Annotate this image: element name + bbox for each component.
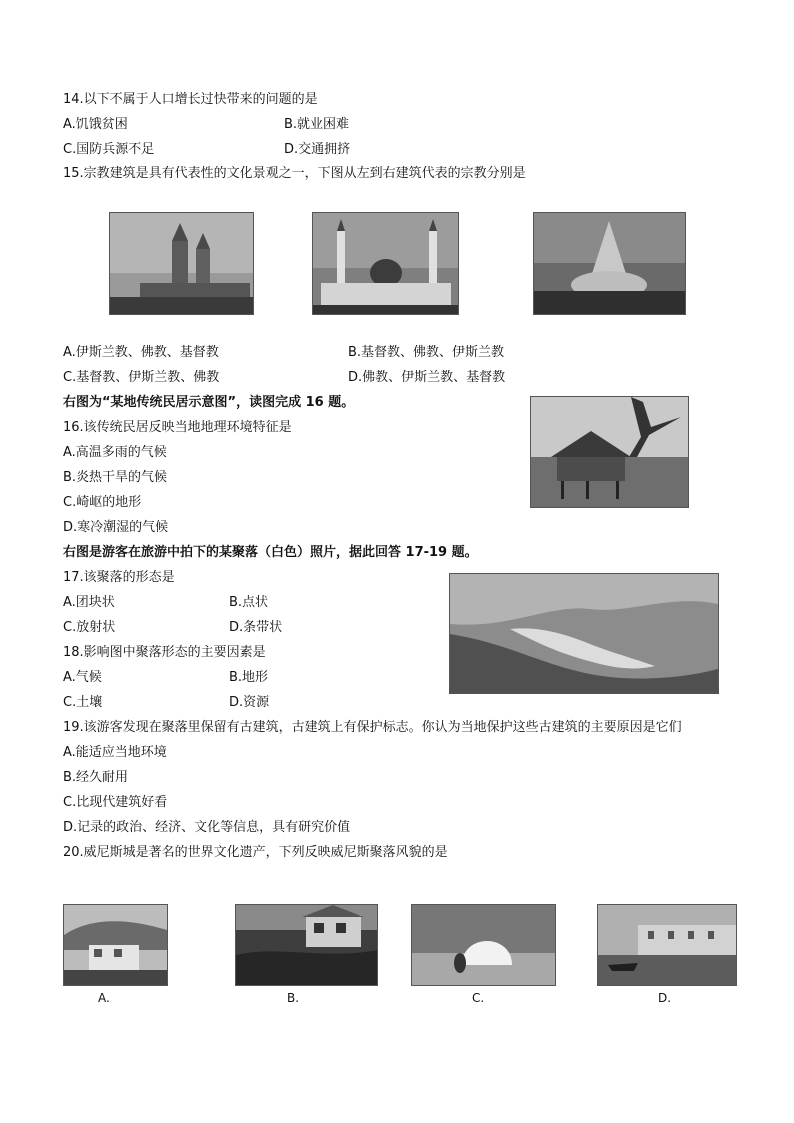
q19-option-a: A.能适应当地环境	[63, 745, 167, 760]
q14-option-d: D.交通拥挤	[284, 142, 351, 157]
q18-option-b: B.地形	[229, 670, 269, 685]
q16-option-a: A.高温多雨的气候	[63, 445, 167, 460]
q16-intro: 右图为“某地传统民居示意图”，读图完成 16 题。	[63, 395, 355, 410]
q19-stem: 19.该游客发现在聚落里保留有古建筑，古建筑上有保护标志。你认为当地保护这些古建筑的主要原因是它们	[63, 720, 682, 735]
q20-caption-c: C.	[472, 991, 485, 1005]
q17-intro: 右图是游客在旅游中拍下的某聚落（白色）照片，据此回答 17-19 题。	[63, 545, 478, 560]
q16-option-c: C.崎岖的地形	[63, 495, 142, 510]
option-a-photo	[63, 904, 168, 986]
q17-option-b: B.点状	[229, 595, 269, 610]
q14-option-b: B.就业困难	[284, 117, 350, 132]
q17-option-d: D.条带状	[229, 620, 283, 635]
q14-option-c: C.国防兵源不足	[63, 142, 155, 157]
settlement-photo	[449, 573, 719, 694]
q20-stem: 20.威尼斯城是著名的世界文化遗产，下列反映威尼斯聚落风貌的是	[63, 845, 448, 860]
q19-option-d: D.记录的政治、经济、文化等信息，具有研究价值	[63, 820, 351, 835]
q20-caption-d: D.	[658, 991, 672, 1005]
mosque-photo	[312, 212, 459, 315]
q18-stem: 18.影响图中聚落形态的主要因素是	[63, 645, 266, 660]
q17-option-a: A.团块状	[63, 595, 115, 610]
q15-stem: 15.宗教建筑是具有代表性的文化景观之一，下图从左到右建筑代表的宗教分别是	[63, 166, 526, 181]
q17-option-c: C.放射状	[63, 620, 116, 635]
q19-option-c: C.比现代建筑好看	[63, 795, 168, 810]
q16-option-d: D.寒冷潮湿的气候	[63, 520, 169, 535]
q18-option-d: D.资源	[229, 695, 270, 710]
q16-stem: 16.该传统民居反映当地地理环境特征是	[63, 420, 292, 435]
q15-option-d: D.佛教、伊斯兰教、基督教	[348, 370, 506, 385]
option-c-photo	[411, 904, 556, 986]
pagoda-photo	[533, 212, 686, 315]
option-b-photo	[235, 904, 378, 986]
q15-option-c: C.基督教、伊斯兰教、佛教	[63, 370, 220, 385]
q19-option-b: B.经久耐用	[63, 770, 129, 785]
q14-option-a: A.饥饿贫困	[63, 117, 128, 132]
q20-caption-b: B.	[287, 991, 300, 1005]
q20-caption-a: A.	[98, 991, 110, 1005]
option-d-photo	[597, 904, 737, 986]
q14-stem: 14.以下不属于人口增长过快带来的问题的是	[63, 92, 318, 107]
q18-option-a: A.气候	[63, 670, 102, 685]
stilt-house-photo	[530, 396, 689, 508]
q16-option-b: B.炎热干旱的气候	[63, 470, 168, 485]
q18-option-c: C.土壤	[63, 695, 103, 710]
q15-option-b: B.基督教、佛教、伊斯兰教	[348, 345, 505, 360]
q15-option-a: A.伊斯兰教、佛教、基督教	[63, 345, 219, 360]
church-photo	[109, 212, 254, 315]
q17-stem: 17.该聚落的形态是	[63, 570, 175, 585]
